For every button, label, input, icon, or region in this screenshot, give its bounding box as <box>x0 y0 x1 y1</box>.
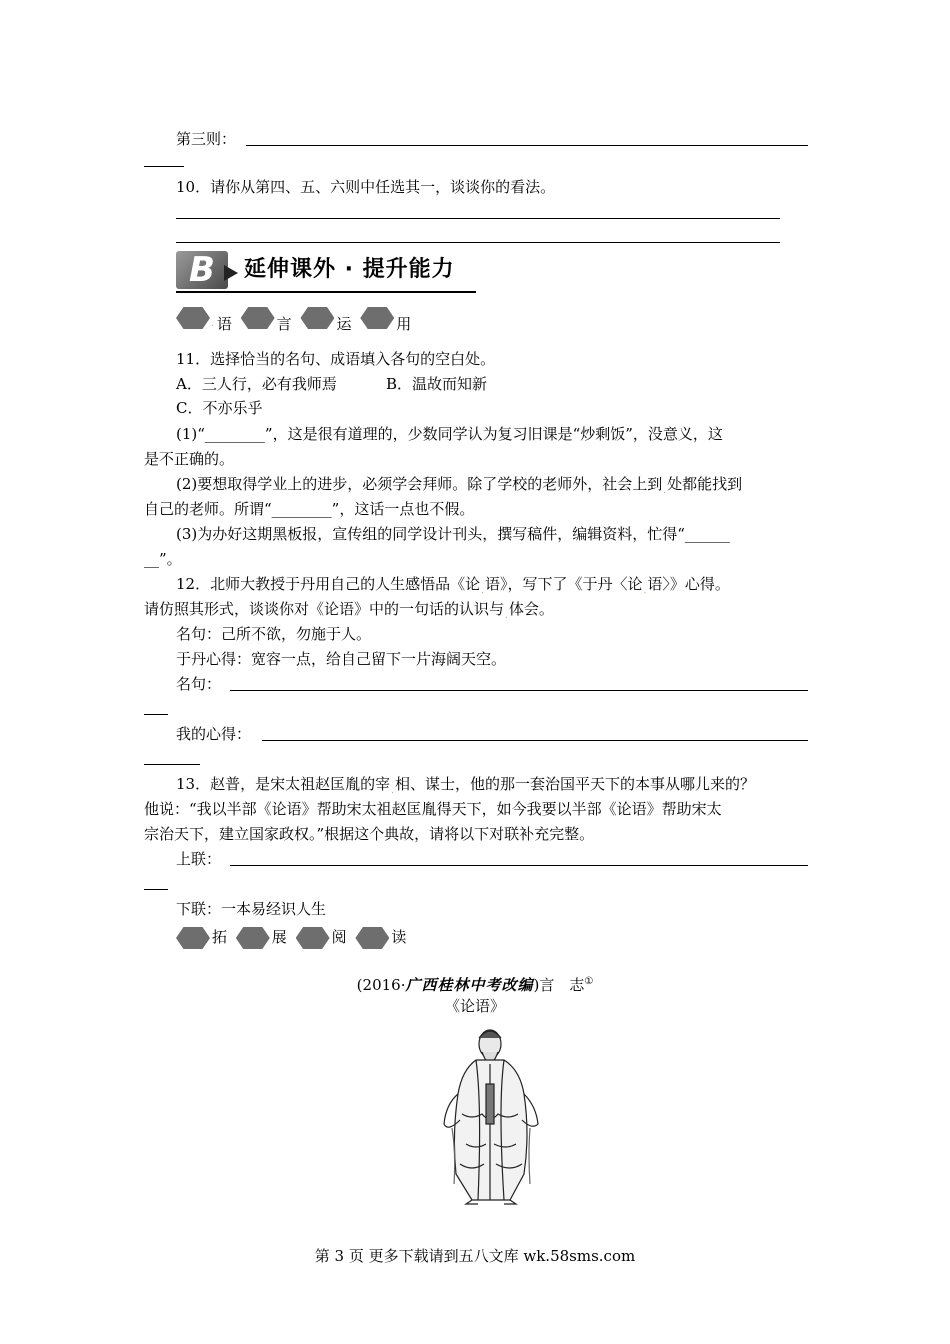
subsection-language-use: $_.$ 语 言 运 用 <box>176 305 415 336</box>
subsection-char: 展 <box>271 928 287 946</box>
answer-line[interactable] <box>262 740 808 741</box>
subsection-char: 运 <box>336 315 352 333</box>
hexagon-icon <box>355 927 389 949</box>
answer-line-continuation[interactable] <box>144 166 184 167</box>
q11-sentence-1: (1)“________”，这是很有道理的，少数同学认为复习旧课是“炒剩饭”，没意义，这 <box>176 425 723 443</box>
answer-line[interactable] <box>230 865 808 866</box>
hexagon-icon <box>236 927 270 949</box>
hexagon-icon <box>360 307 394 329</box>
q13-prompt: 13．赵普，是宋太祖赵匡胤的宰$_.$相、谋士，他的那一套治国平天下的本事从哪儿来的？ <box>176 775 755 796</box>
q11-option-c: C．不亦乐乎 <box>176 399 263 417</box>
section-letter: B <box>176 251 228 289</box>
q12-example-insight: 于丹心得：宽容一点，给自己留下一片海阔天空。 <box>176 650 507 668</box>
confucius-illustration <box>432 1024 550 1206</box>
q12-prompt: 12．北师大教授于丹用自己的人生感悟品《论$_.$语》，写下了《于丹〈论$_.$语〉》心得。 <box>176 575 730 596</box>
hexagon-icon <box>300 307 334 329</box>
answer-line[interactable] <box>176 218 780 219</box>
q9-third-label: 第三则： <box>176 130 237 148</box>
q12-example-quote: 名句：己所不欲，勿施于人。 <box>176 625 372 643</box>
footnote-marker: ① <box>584 976 594 987</box>
q11-option-b: B．温故而知新 <box>386 375 488 393</box>
subsection-char: 阅 <box>331 928 347 946</box>
q11-sentence-1-cont: 是不正确的。 <box>144 450 235 468</box>
hexagon-icon <box>176 307 210 329</box>
q12-label-insight: 我的心得： <box>176 725 252 743</box>
q12-prompt-cont: 请仿照其形式，谈谈你对《论语》中的一句话的认识与$_.$体会。 <box>144 600 554 621</box>
subsection-char: 拓 <box>212 928 228 946</box>
section-title: 延伸课外 · 提升能力 <box>244 257 455 282</box>
subsection-extended-reading <box>176 925 410 949</box>
answer-line[interactable] <box>246 145 808 146</box>
hexagon-icon <box>296 927 330 949</box>
passage-book: 《论语》 <box>444 997 505 1015</box>
page-footer: 第 3 页 更多下载请到五八文库 wk.58sms.com <box>314 1247 636 1265</box>
q13-prompt-cont: 宗治天下，建立国家政权。”根据这个典故，请将以下对联补充完整。 <box>144 825 595 843</box>
answer-line-continuation[interactable] <box>144 889 168 890</box>
q10-prompt: 10．请你从第四、五、六则中任选其一，谈谈你的看法。 <box>176 178 556 196</box>
q11-sentence-3-cont: __”。 <box>144 550 182 568</box>
q12-label-quote: 名句： <box>176 675 222 693</box>
q13-lower-couplet: 下联：一本易经识人生 <box>176 900 327 918</box>
q11-option-a: A．三人行，必有我师焉 <box>176 375 337 393</box>
q11-sentence-2-cont: 自己的老师。所谓“________”，这话一点也不假。 <box>144 500 475 518</box>
answer-line-continuation[interactable] <box>144 714 168 715</box>
answer-line-continuation[interactable] <box>144 764 200 765</box>
q11-sentence-3: (3)为办好这期黑板报，宣传组的同学设计刊头，撰写稿件，编辑资料，忙得“______ <box>176 525 730 543</box>
q13-prompt-cont: 他说：“我以半部《论语》帮助宋太祖赵匡胤得天下，如今我要以半部《论语》帮助宋太 <box>144 800 722 818</box>
q13-label-upper: 上联： <box>176 850 222 868</box>
q11-prompt: 11．选择恰当的名句、成语填入各句的空白处。 <box>176 350 496 368</box>
subsection-char: 用 <box>396 315 412 333</box>
subsection-char: 语 <box>216 315 232 333</box>
banner-rule <box>176 291 476 293</box>
banner-arrow-icon <box>224 265 238 281</box>
answer-line[interactable] <box>176 242 780 243</box>
subsection-char: 读 <box>391 928 407 946</box>
subsection-char: 言 <box>276 315 292 333</box>
passage-title: (2016·广西桂林中考改编)言 志① <box>356 976 594 994</box>
section-b-banner <box>176 251 476 293</box>
hexagon-icon <box>176 927 210 949</box>
answer-line[interactable] <box>230 690 808 691</box>
q11-sentence-2: (2)要想取得学业上的进步，必须学会拜师。除了学校的老师外，社会上到$_.$处都能找到 <box>176 475 743 496</box>
hexagon-icon <box>241 307 275 329</box>
